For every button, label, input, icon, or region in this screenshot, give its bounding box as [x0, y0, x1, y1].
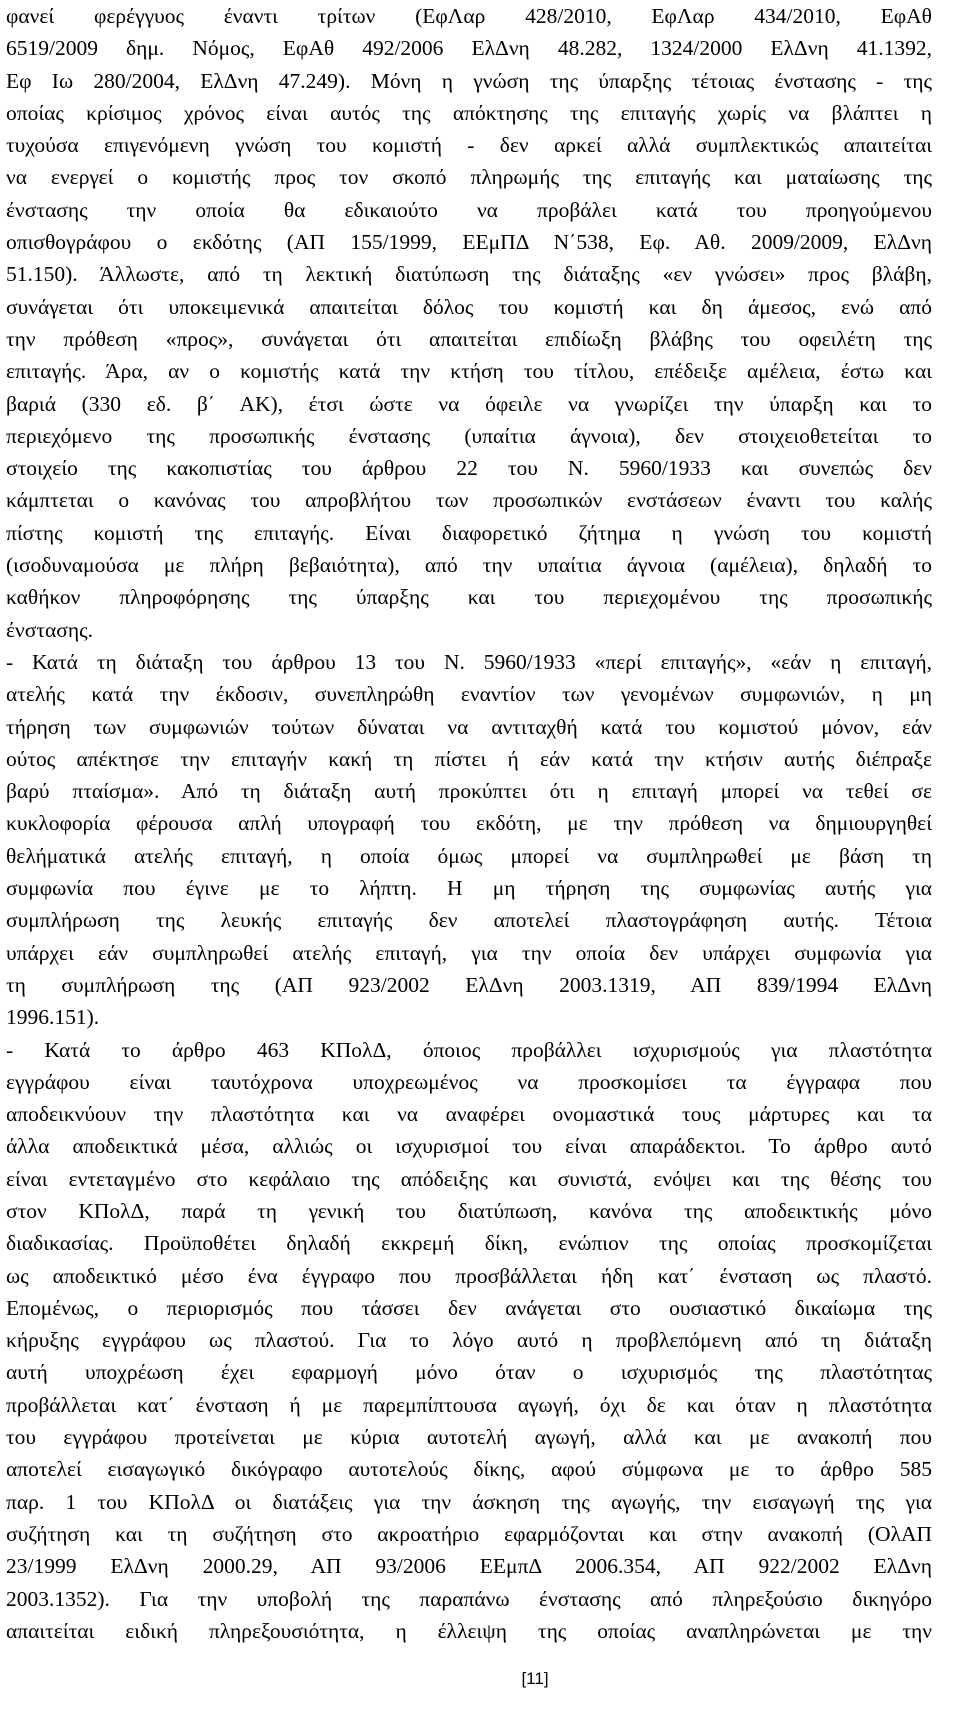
text-line: Επομένως, ο περιορισμός που τάσσει δεν ανάγεται στο ουσιαστικό δικαίωμα της	[6, 1295, 932, 1320]
text-line: βαριά (330 εδ. β΄ ΑΚ), έτσι ώστε να όφειλε να γνωρίζει την ύπαρξη και το	[6, 391, 932, 416]
text-line: επιταγής. Άρα, αν ο κομιστής κατά την κτήση του τίτλου, επέδειξε αμέλεια, έστω και	[6, 359, 932, 384]
text-line: κάμπτεται ο κανόνας του απροβλήτου των προσωπικών ενστάσεων έναντι του καλής	[6, 488, 932, 513]
text-line: 2003.1352). Για την υποβολή της παραπάνω ένστασης από πληρεξούσιο δικηγόρο	[6, 1586, 932, 1611]
text-line: 6519/2009 δημ. Νόμος, ΕφΑθ 492/2006 ΕλΔνη 48.282, 1324/2000 ΕλΔνη 41.1392,	[6, 36, 932, 61]
text-line: - Κατά τη διάταξη του άρθρου 13 του Ν. 5960/1933 «περί επιταγής», «εάν η επιταγή,	[6, 649, 932, 674]
text-line: του εγγράφου προτείνεται με κύρια αυτοτελή αγωγή, αλλά και με ανακοπή που	[6, 1425, 932, 1450]
text-line: 23/1999 ΕλΔνη 2000.29, ΑΠ 93/2006 ΕΕμπΔ 2006.354, ΑΠ 922/2002 ΕλΔνη	[6, 1554, 932, 1579]
text-line: 1996.151).	[6, 1005, 100, 1030]
text-line: αποτελεί εισαγωγικό δικόγραφο αυτοτελούς δίκης, αφού σύμφωνα με το άρθρο 585	[6, 1457, 932, 1482]
text-line: είναι εντεταγμένο στο κεφάλαιο της απόδειξης και συνιστά, ενόψει και της θέσης του	[6, 1166, 932, 1191]
text-line: συμφωνία που έγινε με το λήπτη. Η μη τήρηση της συμφωνίας αυτής για	[6, 876, 932, 901]
text-line: - Κατά το άρθρο 463 ΚΠολΔ, όποιος προβάλλει ισχυρισμούς για πλαστότητα	[6, 1037, 932, 1062]
text-line: καθήκον πληροφόρησης της ύπαρξης και του περιεχομένου της προσωπικής	[6, 585, 932, 610]
text-line: απαιτείται ειδική πληρεξουσιότητα, η έλλειψη της οποίας αναπληρώνεται με την	[6, 1618, 932, 1643]
text-line: ένστασης.	[6, 617, 93, 642]
text-line: (ισοδυναμούσα με πλήρη βεβαιότητα), από την υπαίτια άγνοια (αμέλεια), δηλαδή το	[6, 553, 932, 578]
text-line: ως αποδεικτικό μέσο ένα έγγραφο που προσβάλλεται ήδη κατ΄ ένσταση ως πλαστό.	[6, 1263, 932, 1288]
text-line: τήρηση των συμφωνιών τούτων δύναται να αντιταχθή κατά του κομιστού μόνον, εάν	[6, 714, 932, 739]
text-line: θελήματικά ατελής επιταγή, η οποία όμως μπορεί να συμπληρωθεί με βάση τη	[6, 843, 932, 868]
text-line: στοιχείο της κακοπιστίας του άρθρου 22 του Ν. 5960/1933 και συνεπώς δεν	[6, 456, 932, 481]
text-line: άλλα αποδεικτικά μέσα, αλλιώς οι ισχυρισμοί του είναι απαράδεκτοι. Το άρθρο αυτό	[6, 1134, 932, 1159]
text-line: συνάγεται ότι υποκειμενικά απαιτείται δόλος του κομιστή και δη άμεσος, ενώ από	[6, 294, 932, 319]
text-line: ατελής κατά την έκδοσιν, συνεπληρώθη εναντίον των γενομένων συμφωνιών, η μη	[6, 682, 932, 707]
text-line: ούτος απέκτησε την επιταγήν κακή τη πίστει ή εάν κατά την κτήσιν αυτής διέπραξε	[6, 746, 932, 771]
text-line: οπισθογράφου ο εκδότης (ΑΠ 155/1999, ΕΕμΠΔ Ν΄538, Εφ. Αθ. 2009/2009, ΕλΔνη	[6, 230, 932, 255]
text-line: συζήτηση και τη συζήτηση στο ακροατήριο εφαρμόζονται και στην ανακοπή (ΟλΑΠ	[6, 1521, 932, 1546]
text-line: διαδικασίας. Προϋποθέτει δηλαδή εκκρεμή δίκη, ενώπιον της οποίας προσκομίζεται	[6, 1231, 932, 1256]
text-line: εγγράφου είναι ταυτόχρονα υποχρεωμένος να προσκομίσει τα έγγραφα που	[6, 1069, 932, 1094]
text-line: Εφ Ιω 280/2004, ΕλΔνη 47.249). Μόνη η γνώση της ύπαρξης τέτοιας ένστασης - της	[6, 68, 932, 93]
text-line: κυκλοφορία φέρουσα απλή υπογραφή του εκδότη, με την πρόθεση να δημιουργηθεί	[6, 811, 932, 836]
text-line: αυτή υποχρέωση έχει εφαρμογή μόνο όταν ο ισχυρισμός της πλαστότητας	[6, 1360, 932, 1385]
text-line: τη συμπλήρωση της (ΑΠ 923/2002 ΕλΔνη 2003.1319, ΑΠ 839/1994 ΕλΔνη	[6, 972, 932, 997]
text-line: βαρύ πταίσμα». Από τη διάταξη αυτή προκύπτει ότι η επιταγή μπορεί να τεθεί σε	[6, 779, 932, 804]
text-line: φανεί φερέγγυος έναντι τρίτων (ΕφΛαρ 428/2010, ΕφΛαρ 434/2010, ΕφΑθ	[6, 4, 932, 28]
text-line: υπάρχει εάν συμπληρωθεί ατελής επιταγή, για την οποία δεν υπάρχει συμφωνία για	[6, 940, 932, 965]
text-line: αποδεικνύουν την πλαστότητα και να αναφέρει ονομαστικά τους μάρτυρες και τα	[6, 1102, 932, 1127]
text-line: συμπλήρωση της λευκής επιταγής δεν αποτελεί πλαστογράφηση αυτής. Τέτοια	[6, 908, 932, 933]
page-number: [11]	[521, 1669, 549, 1688]
text-line: να ενεργεί ο κομιστής προς τον σκοπό πληρωμής της επιταγής και ματαίωσης της	[6, 165, 932, 190]
text-line: παρ. 1 του ΚΠολΔ οι διατάξεις για την άσκηση της αγωγής, την εισαγωγή της για	[6, 1489, 932, 1514]
text-line: 51.150). Άλλωστε, από τη λεκτική διατύπωση της διάταξης «εν γνώσει» προς βλάβη,	[6, 262, 932, 287]
text-line: πίστης κομιστή της επιταγής. Είναι διαφορετικό ζήτημα η γνώση του κομιστή	[6, 520, 932, 545]
text-line: ένστασης την οποία θα εδικαιούτο να προβάλει κατά του προηγούμενου	[6, 197, 932, 222]
text-line: προβάλλεται κατ΄ ένσταση ή με παρεμπίπτουσα αγωγή, όχι δε και όταν η πλαστότητα	[6, 1392, 932, 1417]
text-line: τυχούσα επιγενόμενη γνώση του κομιστή - δεν αρκεί αλλά συμπλεκτικώς απαιτείται	[6, 133, 932, 158]
text-line: περιεχόμενο της προσωπικής ένστασης (υπαίτια άγνοια), δεν στοιχειοθετείται το	[6, 423, 932, 448]
text-line: κήρυξης εγγράφου ως πλαστού. Για το λόγο αυτό η προβλεπόμενη από τη διάταξη	[6, 1328, 932, 1353]
text-line: την πρόθεση «προς», συνάγεται ότι απαιτείται επιδίωξη βλάβης του οφειλέτη της	[6, 326, 932, 351]
text-line: στον ΚΠολΔ, παρά τη γενική του διατύπωση, κανόνα της αποδεικτικής μόνο	[6, 1198, 932, 1223]
text-line: οποίας κρίσιμος χρόνος είναι αυτός της απόκτησης της επιταγής χωρίς να βλάπτει η	[6, 100, 932, 125]
